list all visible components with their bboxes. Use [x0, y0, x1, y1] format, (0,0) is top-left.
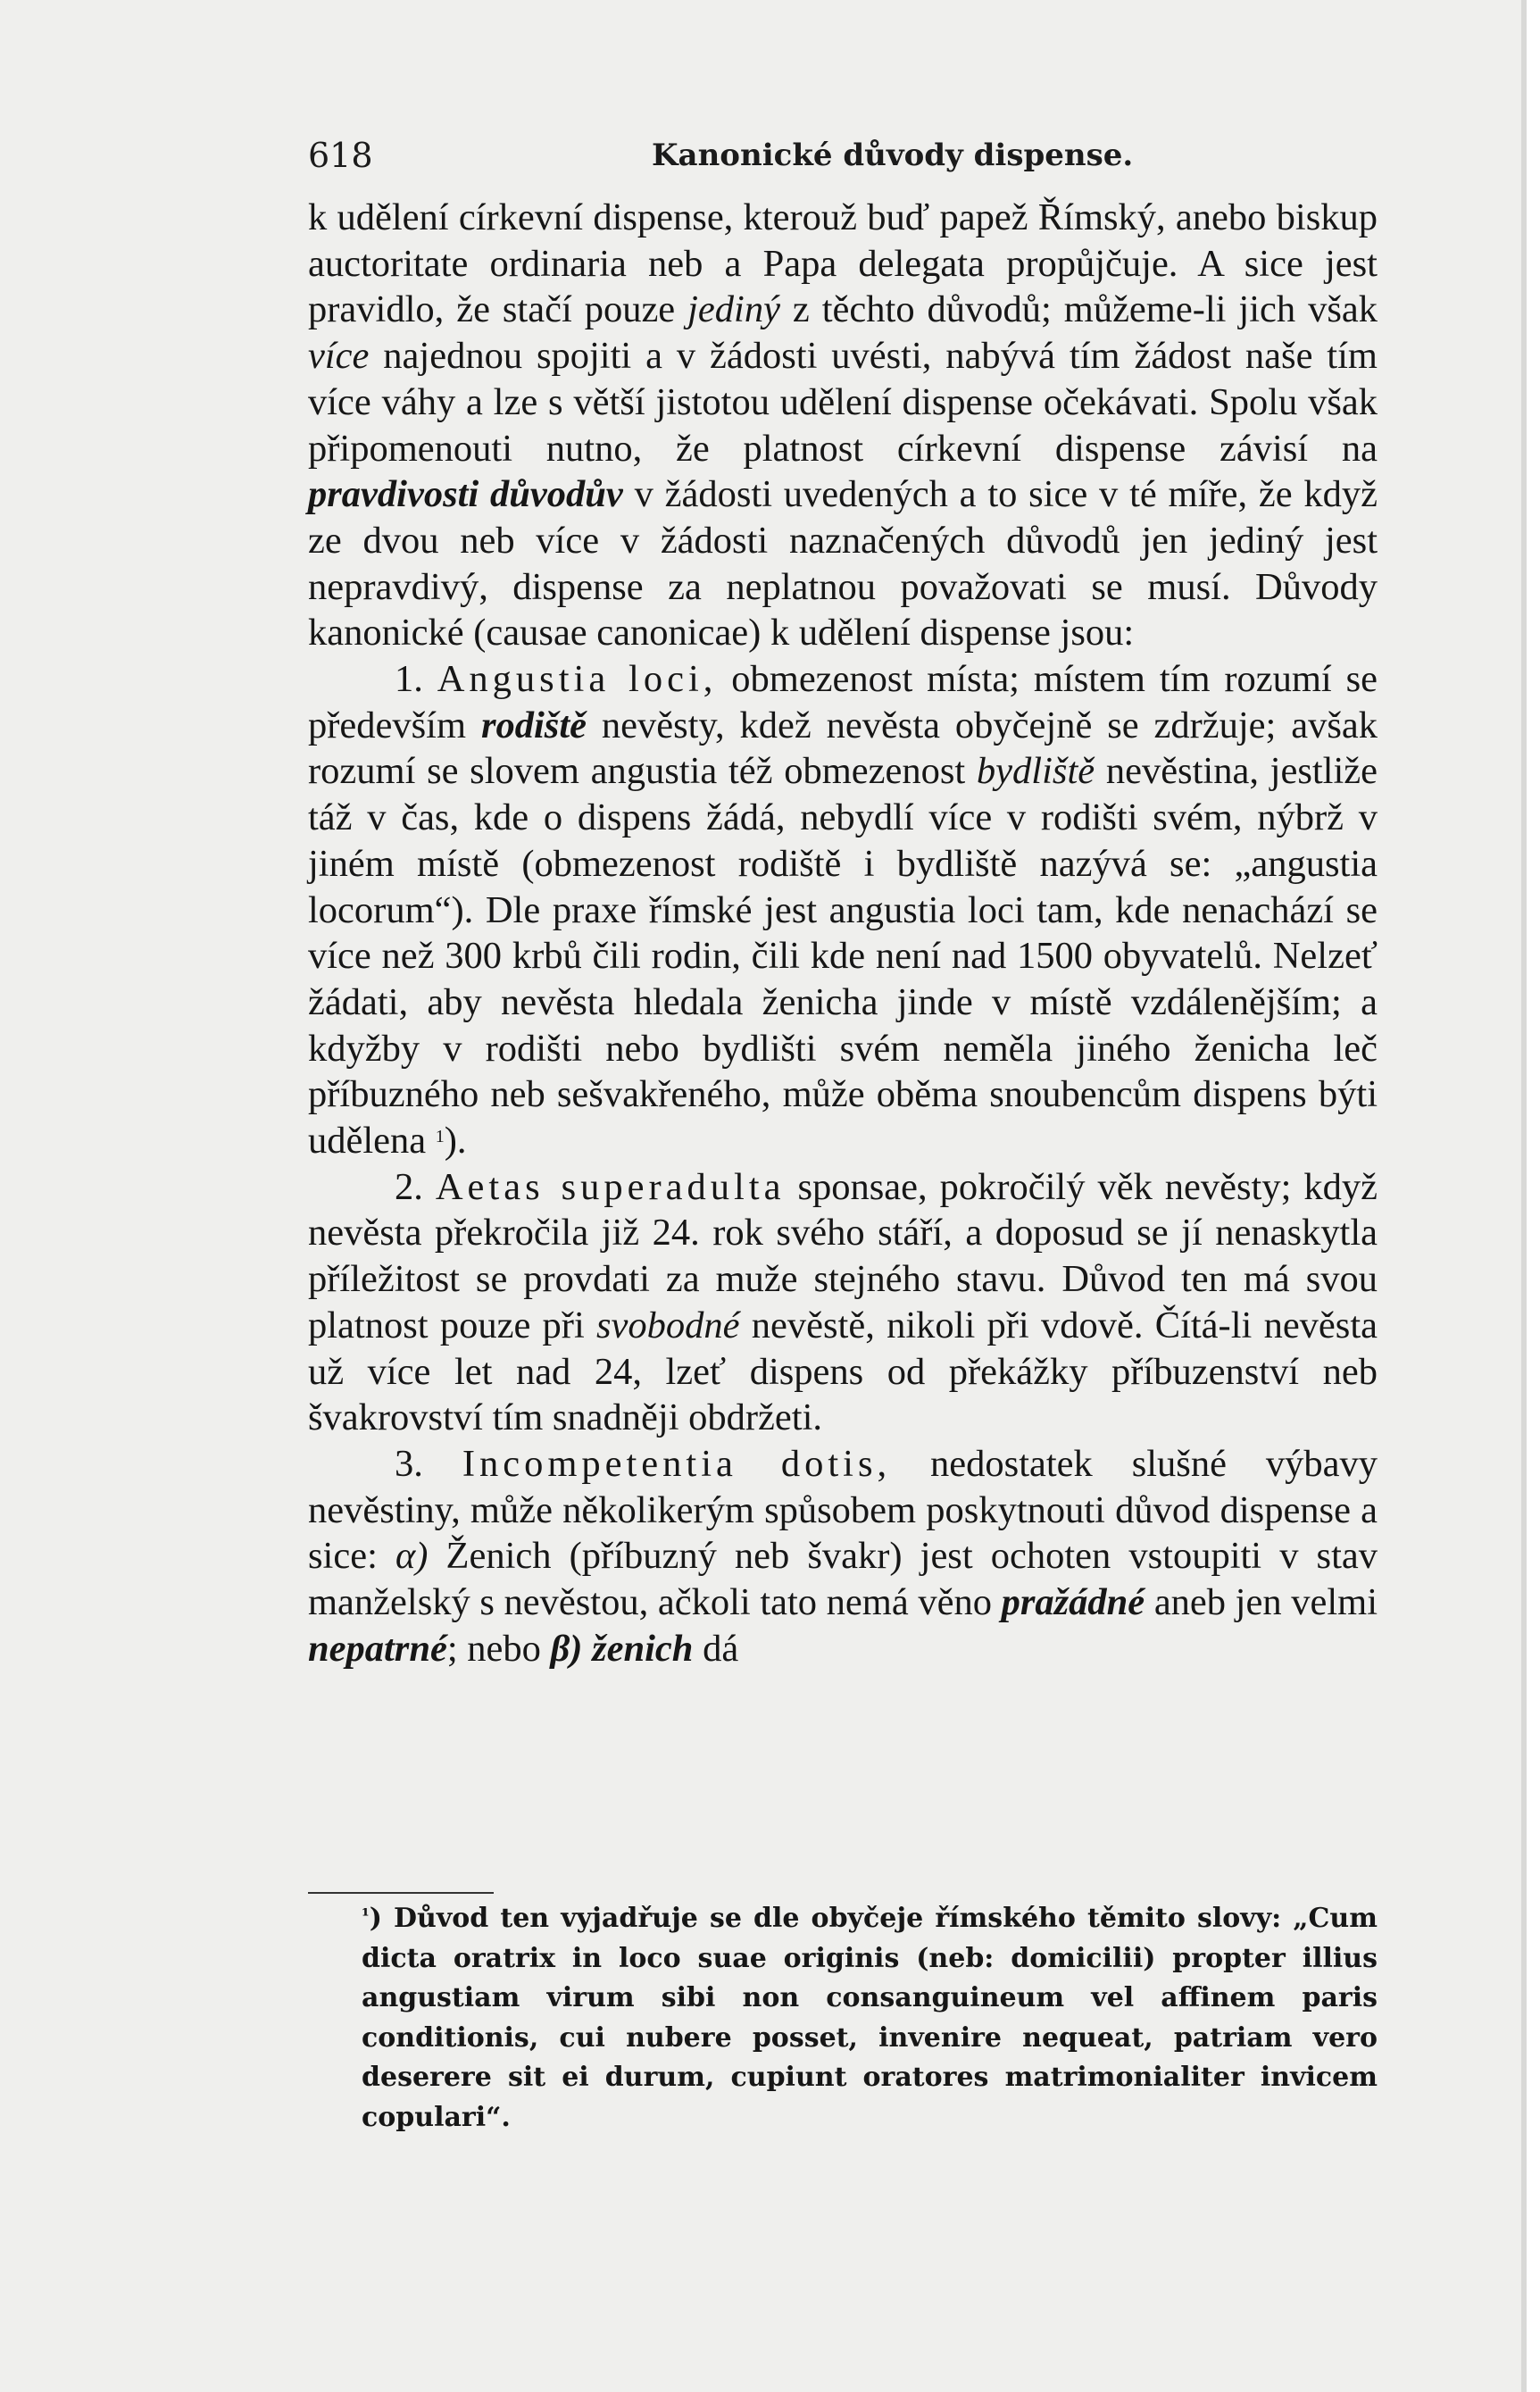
emphasis: pravdivosti důvodův [308, 473, 623, 516]
running-title: Kanonické důvody dispense. [652, 138, 1134, 173]
text-span: sponsae, pokročilý věk nevěsty; když nevěsta překročila již 24. rok svého stáří, a doposud se jí nenaskytla příležitost se provdati za muže stejného stavu. Důvod ten má svou platnost pouze při [308, 1165, 1378, 1346]
text-span: najednou spojiti a v žádosti uvésti, nabývá tím žádost naše tím více váhy a lze s větší jistotou udělení dispense očekávati. Spolu však připomenouti nutno, že platnost církevní dispense závisí na [308, 335, 1378, 470]
term: Aetas superadulta [435, 1165, 786, 1208]
text-span: obmezenost místa; místem tím rozumí se především [308, 658, 1378, 746]
footnote [362, 1899, 1378, 2138]
paragraph-number: 2. [395, 1165, 423, 1208]
paragraph-number: 3. [395, 1442, 423, 1485]
term: Angustia loci, [437, 658, 718, 701]
text-span: ). [444, 1120, 467, 1163]
emphasis: nepatrné [308, 1627, 447, 1670]
emphasis: jediný [687, 288, 780, 331]
emphasis: bydliště [976, 750, 1095, 793]
text-span: Ženich (příbuzný neb švakr) jest ochoten vstoupiti v stav manželský s nevěstou, ačkoli tato nemá věno [308, 1535, 1378, 1624]
emphasis: rodiště [480, 704, 587, 746]
text-span [582, 1628, 592, 1670]
footnote-marker: ¹ [362, 1904, 370, 1926]
paragraph-number: 1. [395, 658, 423, 701]
footnote-divider [308, 1892, 494, 1894]
text-span: v žádosti uvedených a to sice v té míře, že když ze dvou neb více v žádosti naznačených důvodů jen jediný jest nepravdivý, dispense za neplatnou považovati se musí. Důvody kanonické (causae canonicae) k udělení dispense jsou: [308, 473, 1378, 654]
page-number: 618 [308, 136, 373, 175]
text-span: nevěstina, jestliže táž v čas, kde o dispens žádá, nebydlí více v rodišti svém, nýbrž v jiném místě (obmezenost rodiště i bydliště nazývá se: „angustia locorum“). Dle praxe římské jest angustia loci tam, kde nenachází se více než 300 krbů čili rodin, čili kde není nad 1500 obyvatelů. Nelzeť žádati, aby nevěsta hledala ženicha jinde v místě vzdálenějším; a kdyžby v rodišti nebo bydlišti svém neměla jiného ženicha leč příbuzného neb sešvakřeného, může oběma snoubencům dispens býti udělena [308, 750, 1378, 1163]
text-span: z těchto důvodů; můžeme-li jich však [779, 288, 1378, 331]
text-span: nevěstě, nikoli při vdově. Čítá-li nevěsta už více let nad 24, lzeť dispens od překážky příbuzenství neb švakrovství tím snadněji obdržeti. [308, 1304, 1378, 1439]
emphasis: pražádné [1001, 1581, 1145, 1624]
paragraph-angustia-loci [308, 656, 1378, 1164]
intro-paragraph [308, 195, 1378, 656]
text-span: k udělení církevní dispense, kterouž buď papež Římský, anebo biskup auctoritate ordinaria neb a Papa delegata propůjčuje. A sice jest pravidlo, že stačí pouze [308, 196, 1378, 331]
footnote-ref: 1 [435, 1127, 445, 1147]
text-span: ; nebo [446, 1627, 551, 1670]
enumerator: α) [395, 1535, 429, 1578]
footnote-text: ) Důvod ten vyjadřuje se dle obyčeje římského těmito slovy: „Cum dicta oratrix in loco suae originis (neb: domicilii) propter illius angustiam virum sibi non consanguineum vel affinem paris conditionis, cui nubere posset, invenire nequeat, patriam vero deserere sit ei durum, cupiunt oratores matrimonialiter invicem copulari“. [362, 1903, 1378, 2133]
text-span: aneb jen velmi [1145, 1581, 1378, 1624]
running-head [308, 136, 1370, 180]
emphasis: ženich [592, 1627, 694, 1670]
main-text [308, 195, 1378, 1672]
enumerator: β) [550, 1627, 583, 1670]
paragraph-incompetentia-dotis [308, 1441, 1378, 1672]
text-span: dá [693, 1627, 739, 1670]
term: Incompetentia dotis, [462, 1442, 892, 1485]
text-span: nevěsty, kdež nevěsta obyčejně se zdržuje; avšak rozumí se slovem angustia též obmezenost [308, 704, 1378, 793]
emphasis: více [308, 335, 370, 378]
text-span: nedostatek slušné výbavy nevěstiny, může několikerým spůsobem poskytnouti důvod dispense a sice: [308, 1442, 1378, 1578]
paragraph-aetas-superadulta [308, 1164, 1378, 1441]
emphasis: svobodné [596, 1304, 740, 1346]
